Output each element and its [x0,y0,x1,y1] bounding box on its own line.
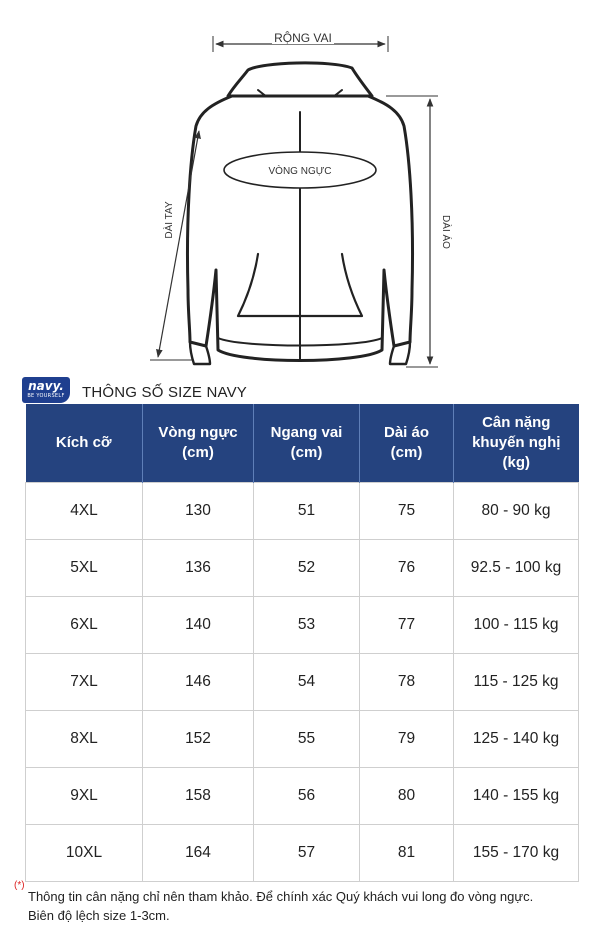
cell-chest: 130 [143,483,254,540]
header-weight-line-2: khuyến nghị [472,434,561,451]
size-table [25,404,579,882]
sleeve-length-label: DÀI TAY [164,201,175,239]
header-size [26,404,143,483]
table-row [26,825,579,882]
cell-length: 76 [360,540,454,597]
table-row [26,768,579,825]
cell-length: 78 [360,654,454,711]
cell-chest: 164 [143,825,254,882]
cell-shoulder: 53 [254,597,360,654]
header-weight-line: Cân nặng [482,414,551,431]
cell-length: 77 [360,597,454,654]
header-shoulder [254,404,360,483]
cell-length: 81 [360,825,454,882]
header-weight-unit: (kg) [502,454,530,471]
cell-size: 5XL [26,540,143,597]
hoodie-outline [187,63,412,364]
table-row [26,483,579,540]
logo-tagline: BE YOURSELF [27,393,65,399]
header-weight [454,404,579,483]
footnote-mark: (*) [14,880,25,891]
table-row [26,654,579,711]
table-row [26,540,579,597]
shoulder-width-label: RỘNG VAI [274,31,332,45]
footnote-line-1: Thông tin cân nặng chỉ nên tham khảo. Để chính xác Quý khách vui long đo vòng ngực. [28,889,534,904]
table-row [26,597,579,654]
cell-weight: 92.5 - 100 kg [454,540,579,597]
shoulder-width-dimension [213,30,388,52]
size-chart-title: THÔNG SỐ SIZE NAVY [82,384,248,401]
cell-shoulder: 55 [254,711,360,768]
table-header-row [26,404,579,483]
cell-chest: 140 [143,597,254,654]
cell-weight: 115 - 125 kg [454,654,579,711]
cell-shoulder: 54 [254,654,360,711]
cell-size: 6XL [26,597,143,654]
cell-size: 10XL [26,825,143,882]
cell-weight: 125 - 140 kg [454,711,579,768]
header-shoulder-line: Ngang vai [270,424,343,441]
cell-size: 7XL [26,654,143,711]
logo-word: navy. [28,379,64,393]
cell-weight: 155 - 170 kg [454,825,579,882]
body-length-label: DÀI ÁO [440,215,451,249]
cell-size: 4XL [26,483,143,540]
chest-label: VÒNG NGỰC [268,166,332,177]
navy-logo [22,377,70,403]
cell-weight: 100 - 115 kg [454,597,579,654]
footnote-line-2: Biên độ lệch size 1-3cm. [28,908,170,923]
cell-chest: 146 [143,654,254,711]
header-length [360,404,454,483]
header-length-line: Dài áo [383,424,429,441]
brand-row [22,377,582,407]
table-row [26,711,579,768]
chest-dimension [224,152,376,188]
cell-weight: 80 - 90 kg [454,483,579,540]
cell-length: 75 [360,483,454,540]
cell-chest: 152 [143,711,254,768]
cell-weight: 140 - 155 kg [454,768,579,825]
cell-shoulder: 52 [254,540,360,597]
cell-chest: 136 [143,540,254,597]
cell-size: 8XL [26,711,143,768]
cell-shoulder: 51 [254,483,360,540]
hoodie-measurement-diagram [0,0,600,378]
header-chest [143,404,254,483]
cell-shoulder: 57 [254,825,360,882]
header-chest-unit: (cm) [182,444,214,461]
header-length-unit: (cm) [390,444,423,461]
cell-size: 9XL [26,768,143,825]
cell-length: 80 [360,768,454,825]
header-chest-line: Vòng ngực [158,424,238,441]
cell-shoulder: 56 [254,768,360,825]
cell-length: 79 [360,711,454,768]
header-size-line: Kích cỡ [55,434,112,451]
header-shoulder-unit: (cm) [290,444,323,461]
cell-chest: 158 [143,768,254,825]
